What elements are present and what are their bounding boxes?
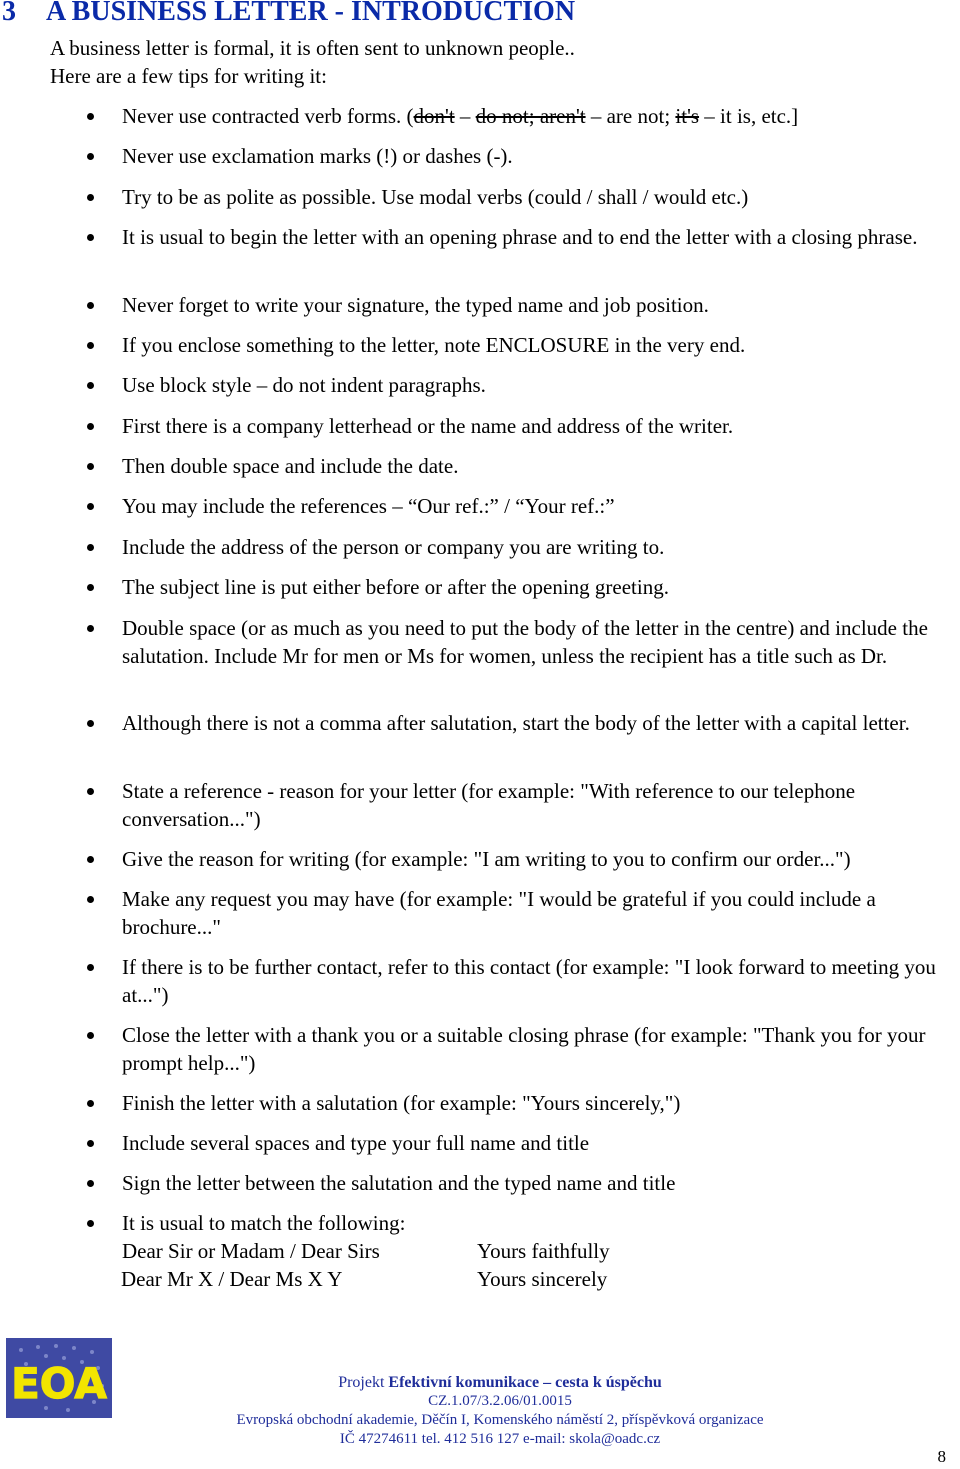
tip-text: Include several spaces and type your full name and title	[122, 1131, 590, 1155]
tip-text: Close the letter with a thank you or a suitable closing phrase (for example: "Thank you for your prompt help...")	[122, 1023, 926, 1075]
bullet-icon	[87, 720, 94, 727]
footer-school: Evropská obchodní akademie, Děčín I, Komenského náměstí 2, příspěvková organizace	[236, 1412, 764, 1428]
section-heading	[2, 0, 575, 30]
tip-text: You may include the references – “Our ref.:” / “Your ref.:”	[122, 494, 615, 518]
bullet-icon	[87, 1032, 94, 1039]
bullet-icon	[87, 194, 94, 201]
bullet-icon	[87, 964, 94, 971]
tip-text: Then double space and include the date.	[122, 454, 459, 478]
tip-text: It is usual to begin the letter with an opening phrase and to end the letter with a closing phrase.	[122, 225, 918, 249]
tip-text: Sign the letter between the salutation and the typed name and title	[122, 1171, 676, 1195]
tip-contracted-forms: Never use contracted verb forms. (don't – do not; aren't – are not; it's – it is, etc.]	[122, 104, 799, 128]
footer-code: CZ.1.07/3.2.06/01.0015	[428, 1393, 572, 1409]
logo-text: EOA	[11, 1359, 107, 1408]
intro-line: Here are a few tips for writing it:	[50, 64, 327, 88]
bullet-icon	[87, 896, 94, 903]
matching-row	[0, 1237, 960, 1265]
tip-text: First there is a company letterhead or the name and address of the writer.	[122, 414, 734, 438]
bullet-icon	[87, 234, 94, 241]
footer-project	[210, 1373, 790, 1392]
footer-contact: IČ 47274611 tel. 412 516 127 e-mail: skola@oadc.cz	[339, 1431, 661, 1447]
bullet-icon	[87, 1140, 94, 1147]
footer	[210, 1373, 790, 1449]
tip-text: Never forget to write your signature, the typed name and job position.	[122, 293, 709, 317]
bullet-icon	[87, 503, 94, 510]
matching-greeting: Dear Mr X / Dear Ms X Y	[121, 1267, 343, 1291]
tip-text: Although there is not a comma after salutation, start the body of the letter with a capital letter.	[122, 711, 910, 735]
bullet-icon	[87, 382, 94, 389]
tip-text: Include the address of the person or company you are writing to.	[122, 535, 665, 559]
bullet-icon	[87, 788, 94, 795]
bullet-icon	[87, 1220, 94, 1227]
matching-closing: Yours faithfully	[477, 1239, 610, 1263]
tip-text: The subject line is put either before or after the opening greeting.	[122, 575, 669, 599]
tip-text: Make any request you may have (for example: "I would be grateful if you could include a brochure..."	[122, 887, 876, 939]
tip-text: Try to be as polite as possible. Use modal verbs (could / shall / would etc.)	[122, 185, 749, 209]
intro-line: A business letter is formal, it is often sent to unknown people..	[50, 36, 575, 60]
bullet-icon	[87, 463, 94, 470]
matching-greeting: Dear Sir or Madam / Dear Sirs	[122, 1239, 380, 1263]
bullet-icon	[87, 342, 94, 349]
bullet-icon	[87, 153, 94, 160]
bullet-icon	[87, 113, 94, 120]
tip-text: Never use exclamation marks (!) or dashes (-).	[122, 144, 513, 168]
tip-text: If there is to be further contact, refer to this contact (for example: "I look forward to meeting you at...")	[122, 955, 936, 1007]
bullet-icon	[87, 584, 94, 591]
bullet-icon	[87, 544, 94, 551]
tip-text: Give the reason for writing (for example: "I am writing to you to confirm our order...")	[122, 847, 851, 871]
footer-project-name: Efektivní komunikace – cesta k úspěchu	[388, 1374, 662, 1391]
tip-text: State a reference - reason for your letter (for example: "With reference to our telephone conversation...")	[122, 779, 856, 831]
page-number: 8	[937, 1447, 946, 1466]
bullet-icon	[87, 625, 94, 632]
footer-project-prefix: Projekt	[338, 1374, 389, 1391]
tip-text: Use block style – do not indent paragraphs.	[122, 373, 486, 397]
matching-row	[0, 1265, 960, 1293]
tip-text: It is usual to match the following:	[122, 1211, 406, 1235]
bullet-icon	[87, 302, 94, 309]
bullet-icon	[87, 1100, 94, 1107]
bullet-icon	[87, 423, 94, 430]
bullet-icon	[87, 856, 94, 863]
tip-text: Finish the letter with a salutation (for example: "Yours sincerely,")	[122, 1091, 681, 1115]
school-logo	[6, 1338, 112, 1418]
tip-text: Double space (or as much as you need to put the body of the letter in the centre) and include the salutation. Include Mr for men or Ms for women, unless the recipient has a title such as Dr.	[122, 616, 928, 668]
section-number: 3	[2, 0, 16, 27]
tip-text: If you enclose something to the letter, note ENCLOSURE in the very end.	[122, 333, 746, 357]
section-title: A BUSINESS LETTER - INTRODUCTION	[46, 0, 576, 27]
bullet-icon	[87, 1180, 94, 1187]
matching-closing: Yours sincerely	[477, 1267, 608, 1291]
